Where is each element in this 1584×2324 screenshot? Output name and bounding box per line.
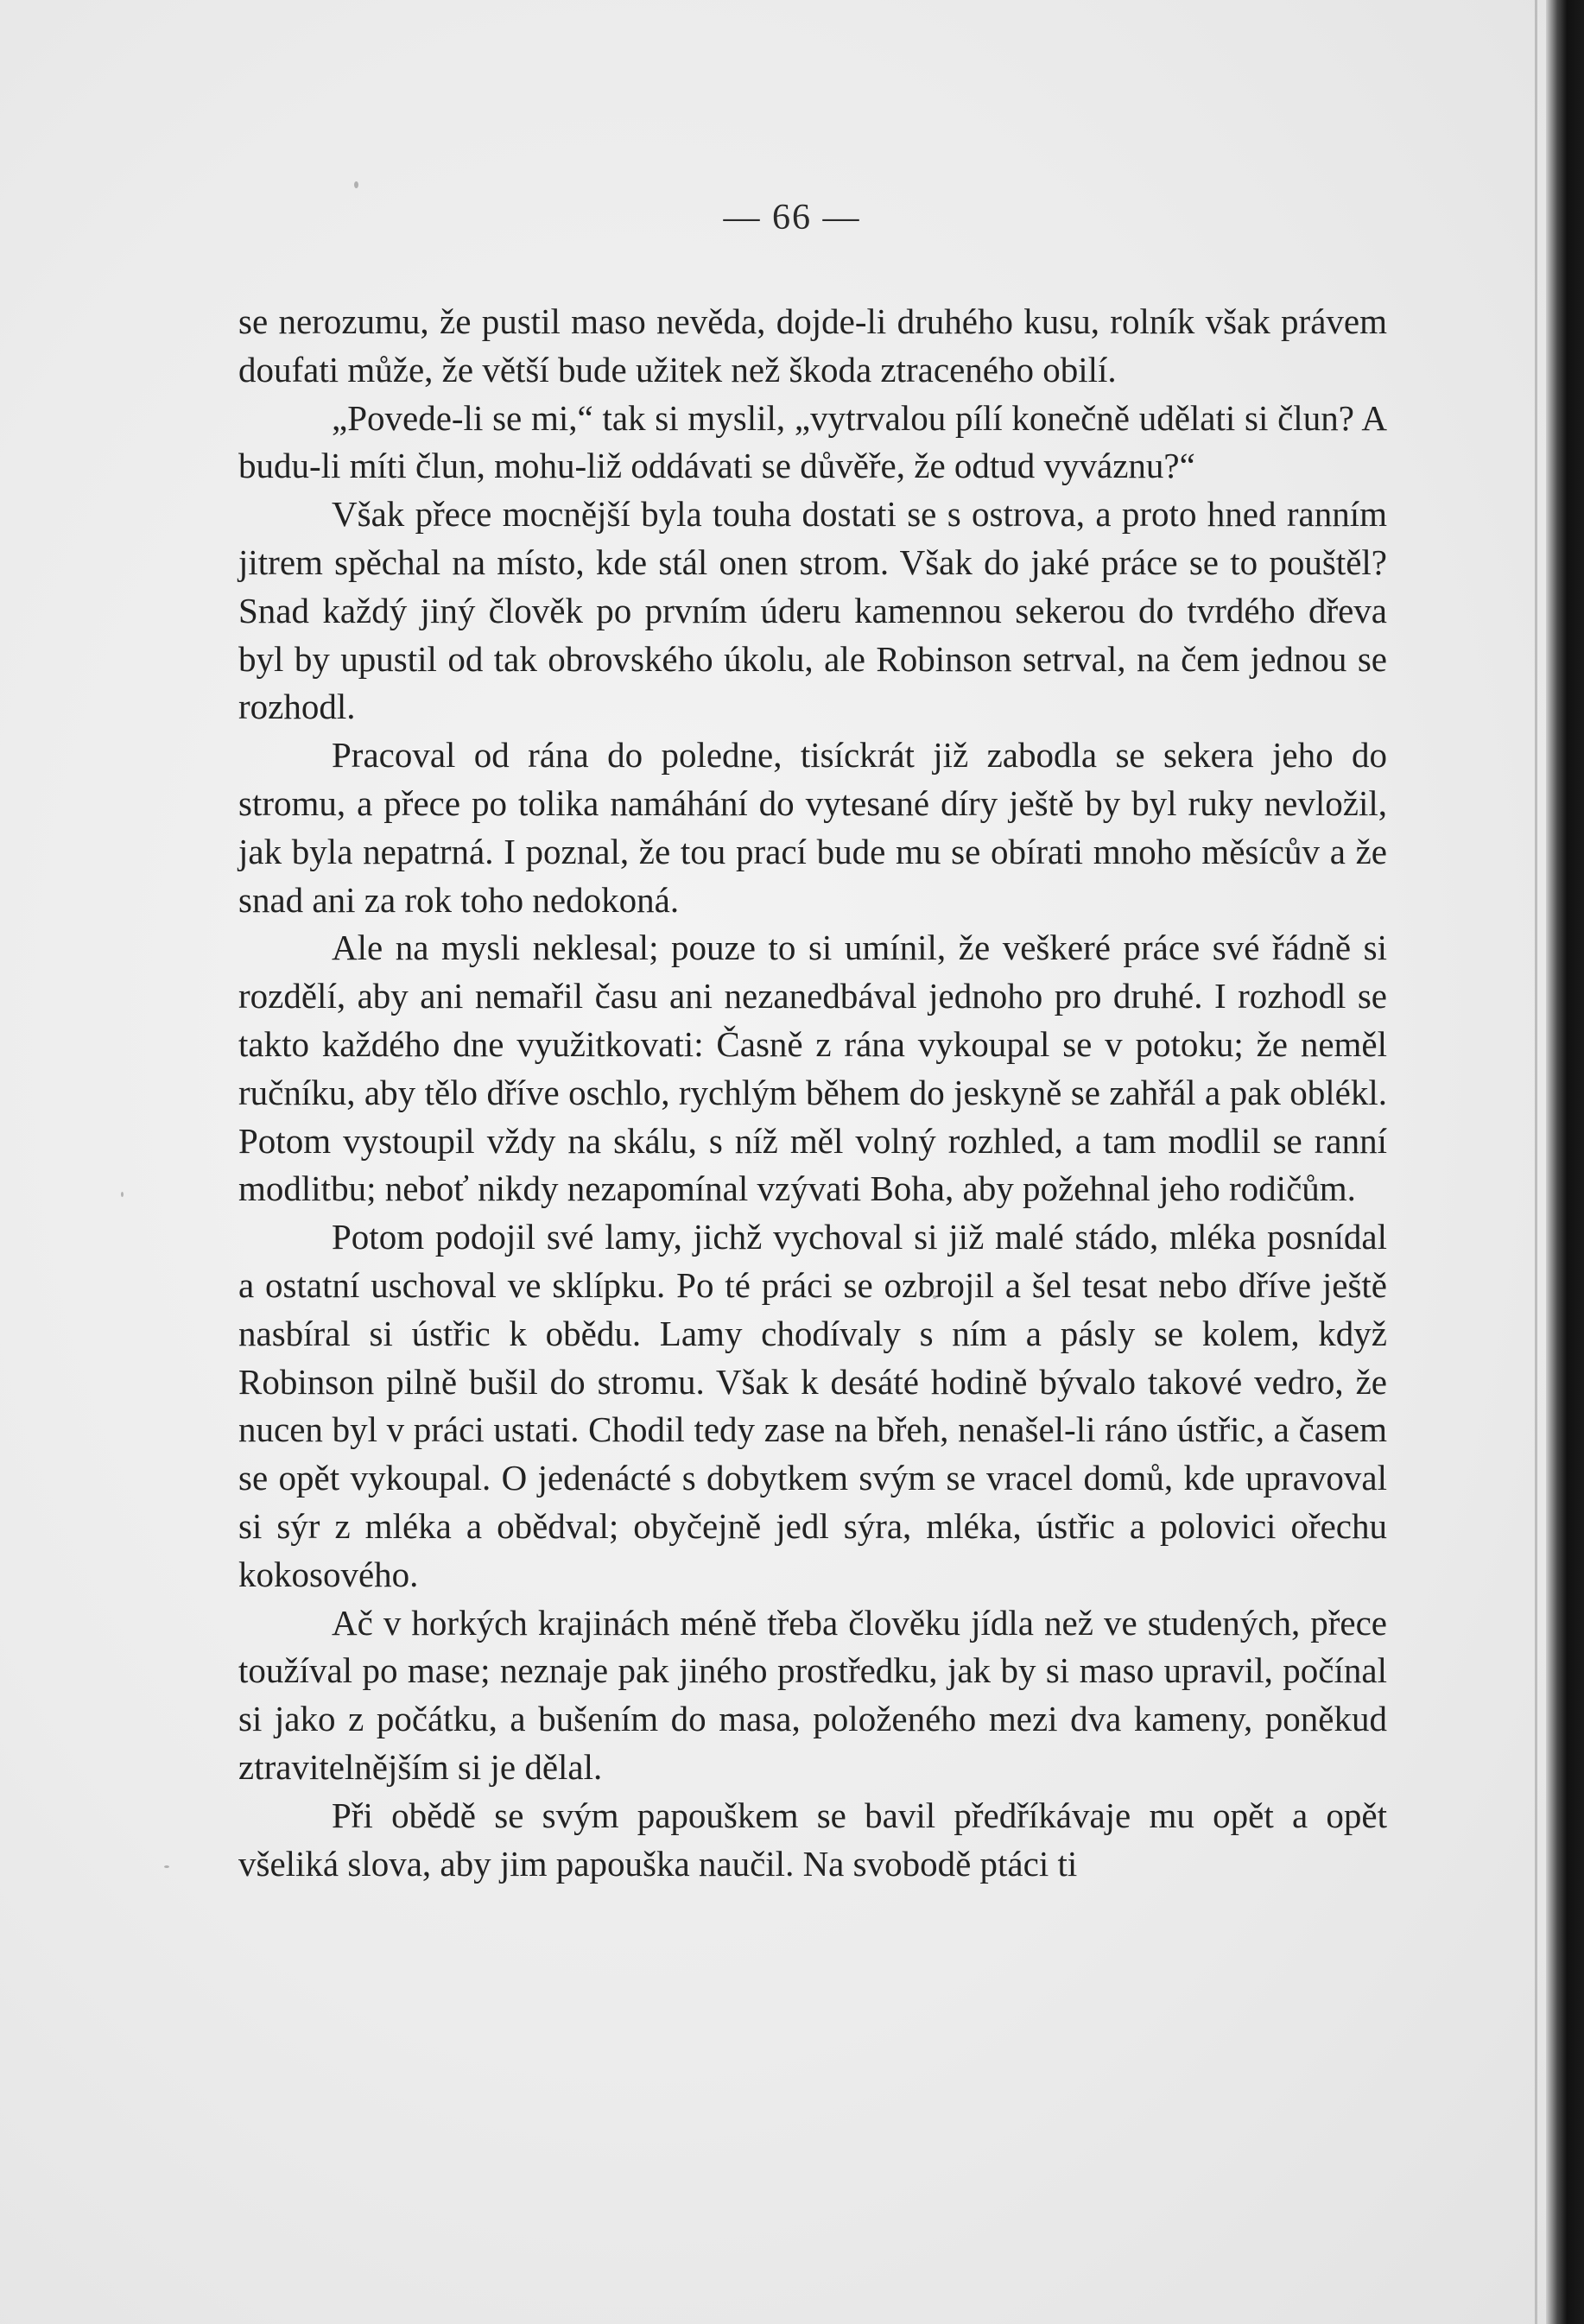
paragraph: Ač v horkých krajinách méně třeba člověku jídla než ve studených, přece toužíval po mase; neznaje pak jiného prostředku, jak by si maso upravil, počínal si jako z počátku, a bušením do masa, položeného mezi dva kameny, poněkud ztravitelnějším si je dělal. [238, 1602, 1387, 1787]
paragraph: Ale na mysli neklesal; pouze to si umínil, že veškeré práce své řádně si rozdělí, aby ani nemařil času ani nezanedbával jednoho pro druhé. I rozhodl se takto každého dne využitkovati: Časně z rána vykoupal se v potoku; že neměl ručníku, aby tělo dříve oschlo, rychlým během do jeskyně se zahřál a pak oblékl. Potom vystoupil vždy na skálu, s níž měl volný rozhled, a tam modlil se ranní modlitbu; neboť nikdy nezapomínal vzývati Boha, aby požehnal jeho rodičům. [238, 928, 1387, 1209]
scan-speck [164, 1865, 169, 1868]
paragraph: Však přece mocnější byla touha dostati se s ostrova, a proto hned ranním jitrem spěchal na místo, kde stál onen strom. Však do jaké práce se to pouštěl? Snad každý jiný člověk po prvním úderu kamennou sekerou do tvrdého dřeva byl by upustil od tak obrovského úkolu, ale Robinson setrval, na čem jednou se rozhodl. [238, 494, 1387, 727]
paragraph: Při obědě se svým papouškem se bavil předříkávaje mu opět a opět všeliká slova, aby jim papouška naučil. Na svobodě ptáci ti [238, 1795, 1387, 1884]
paragraph: Pracoval od rána do poledne, tisíckrát již zabodla se sekera jeho do stromu, a přece po tolika namáhání do vytesané díry ještě by byl ruky nevložil, jak byla nepatrná. I poznal, že tou prací bude mu se obírati mnoho měsícův a že snad ani za rok toho nedokoná. [238, 735, 1387, 920]
body-text [238, 298, 1387, 1888]
scan-speck [121, 1192, 124, 1197]
book-binding-edge [1546, 0, 1584, 2324]
paragraph: se nerozumu, že pustil maso nevěda, dojde-li druhého kusu, rolník však právem doufati může, že větší bude užitek než škoda ztraceného obilí. [238, 301, 1387, 389]
scan-speck [354, 181, 358, 188]
paragraph: „Povede-li se mi,“ tak si myslil, „vytrvalou pílí konečně udělati si člun? A budu-li míti člun, mohu-liž oddávati se důvěře, že odtud vyváznu?“ [238, 397, 1387, 486]
page-number: — 66 — [723, 198, 861, 237]
paragraph: Potom podojil své lamy, jichž vychoval si již malé stádo, mléka posnídal a ostatní uschoval ve sklípku. Po té práci se ozbrojil a šel tesat nebo dříve ještě nasbíral si ústřic k obědu. Lamy chodívaly s ním a pásly se kolem, když Robinson pilně bušil do stromu. Však k desáté hodině bývalo takové vedro, že nucen byl v práci ustati. Chodil tedy zase na břeh, nenašel-li ráno ústřic, a časem se opět vykoupal. O jedenácté s dobytkem svým se vracel domů, kde upravoval si sýr z mléka a obědval; obyčejně jedl sýra, mléka, ústřic a polovici ořechu kokosového. [238, 1217, 1387, 1594]
page-fold-line [1535, 0, 1537, 2324]
